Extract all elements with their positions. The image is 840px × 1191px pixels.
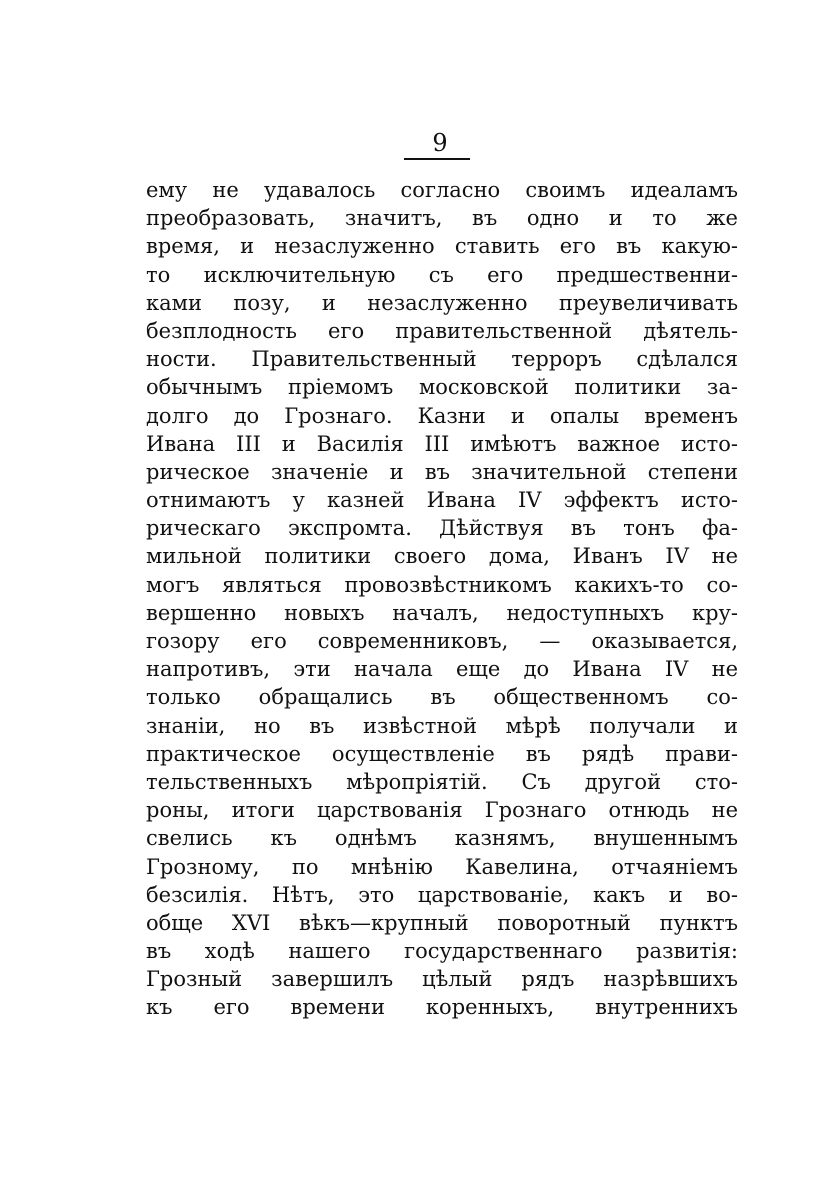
text-line: свелись къ однѣмъ казнямъ, внушеннымъ (146, 826, 738, 851)
text-line: обычнымъ пріемомъ московской политики за- (146, 375, 738, 400)
text-line: знаніи, но въ извѣстной мѣрѣ получали и (146, 713, 738, 738)
page-number: 9 (432, 129, 448, 157)
text-line: мильной политики своего дома, Иванъ IV не (146, 544, 738, 569)
text-line: ему не удавалось согласно своимъ идеаламъ (146, 178, 738, 202)
text-line: практическое осуществленіе въ рядѣ прави- (146, 741, 738, 766)
text-line: обще XVI вѣкъ—крупный поворотный пунктъ (146, 910, 738, 935)
text-line: вершенно новыхъ началъ, недоступныхъ кру- (146, 600, 738, 625)
text-line: рическое значенiе и въ значительной степени (146, 459, 738, 484)
text-line: то исключительную съ его предшественни- (146, 262, 738, 287)
text-line: безплодность его правительственной дѣятель- (146, 318, 738, 343)
text-line: могъ являться провозвѣстникомъ какихъ-то со- (146, 572, 738, 597)
text-line: ности. Правительственный терроръ сдѣлался (146, 347, 738, 372)
text-line: отнимаютъ у казней Ивана IV эффектъ исто- (146, 488, 738, 513)
text-line: только обращались въ общественномъ со- (146, 685, 738, 710)
text-line: тельственныхъ мѣропріятій. Съ другой сто- (146, 769, 738, 794)
text-line: роны, итоги царствованія Грознаго отнюдь не (146, 798, 738, 823)
page-number-rule (404, 158, 470, 160)
text-line: гозору его современниковъ, — оказывается, (146, 629, 738, 653)
text-line: преобразовать, значитъ, въ одно и то же (146, 206, 738, 231)
text-line: въ ходѣ нашего государственнаго развитія: (146, 939, 738, 964)
text-line: напротивъ, эти начала еще до Ивана IV не (146, 657, 738, 682)
text-line: время, и незаслуженно ставить его въ какую- (146, 234, 738, 259)
text-line: къ его времени коренныхъ, внутреннихъ (146, 995, 738, 1020)
body-text (146, 176, 738, 1022)
text-line: рическаго экспромта. Дѣйствуя въ тонъ фа- (146, 516, 738, 541)
text-line: Грозный завершилъ цѣлый рядъ назрѣвшихъ (146, 967, 738, 992)
text-line: ками позу, и незаслуженно преувеличивать (146, 290, 738, 315)
text-line: Грозному, по мнѣнію Кавелина, отчаяніемъ (146, 854, 738, 879)
text-line: долго до Грознаго. Казни и опалы временъ (146, 403, 738, 428)
text-line: безсилія. Нѣтъ, это царствованіе, какъ и во- (146, 882, 738, 907)
text-line: Ивана III и Василія III имѣютъ важное исто- (146, 431, 738, 456)
